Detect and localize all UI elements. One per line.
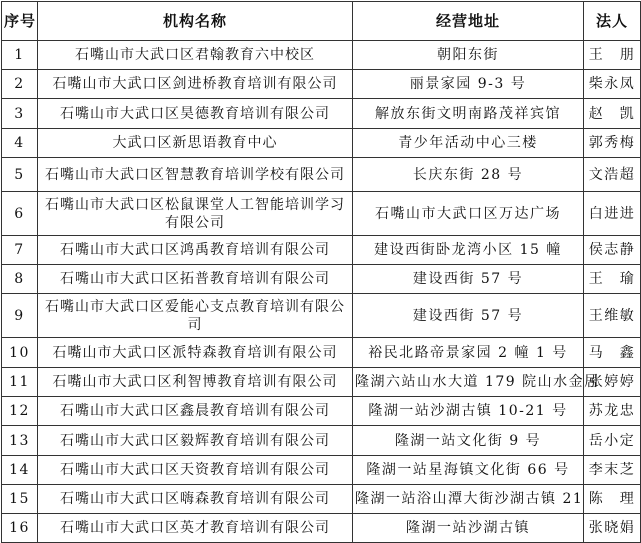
row-number: 1 xyxy=(2,41,38,70)
legal-person: 张晓娟 xyxy=(584,514,641,543)
address: 隆湖一站沙湖古镇 10-21 号 xyxy=(353,397,584,426)
table-row xyxy=(2,158,641,192)
row-number: 8 xyxy=(2,265,38,294)
address: 隆湖一站浴山潭大街沙湖古镇 21 xyxy=(353,485,584,514)
table-row xyxy=(2,426,641,456)
address: 隆湖一站沙湖古镇 xyxy=(353,514,584,543)
address: 丽景家园 9-3 号 xyxy=(353,70,584,99)
table-row xyxy=(2,99,641,129)
address: 解放东街文明南路茂祥宾馆 xyxy=(353,99,584,129)
legal-person: 郭秀梅 xyxy=(584,129,641,158)
table-row xyxy=(2,294,641,338)
org-name: 石嘴山市大武口区松鼠课堂人工智能培训学习有限公司 xyxy=(38,192,353,236)
org-name: 石嘴山市大武口区英才教育培训有限公司 xyxy=(38,514,353,543)
header-org: 机构名称 xyxy=(38,2,353,41)
address: 隆湖一站文化街 9 号 xyxy=(353,426,584,456)
address: 建设西街卧龙湾小区 15 幢 xyxy=(353,236,584,265)
row-number: 12 xyxy=(2,397,38,426)
row-number: 7 xyxy=(2,236,38,265)
address: 青少年活动中心三楼 xyxy=(353,129,584,158)
org-name: 石嘴山市大武口区天资教育培训有限公司 xyxy=(38,456,353,485)
org-name: 石嘴山市大武口区鑫晨教育培训有限公司 xyxy=(38,397,353,426)
row-number: 2 xyxy=(2,70,38,99)
org-name: 石嘴山市大武口区拓普教育培训有限公司 xyxy=(38,265,353,294)
org-name: 石嘴山市大武口区君翰教育六中校区 xyxy=(38,41,353,70)
address: 建设西街 57 号 xyxy=(353,294,584,338)
legal-person: 柴永凤 xyxy=(584,70,641,99)
table-row xyxy=(2,192,641,236)
legal-person: 李末芝 xyxy=(584,456,641,485)
legal-person: 陈 理 xyxy=(584,485,641,514)
row-number: 10 xyxy=(2,338,38,368)
org-name: 石嘴山市大武口区智慧教育培训学校有限公司 xyxy=(38,158,353,192)
address: 裕民北路帝景家园 2 幢 1 号 xyxy=(353,338,584,368)
org-name: 石嘴山市大武口区利智博教育培训有限公司 xyxy=(38,368,353,397)
org-name: 石嘴山市大武口区嗨森教育培训有限公司 xyxy=(38,485,353,514)
row-number: 5 xyxy=(2,158,38,192)
table-row xyxy=(2,41,641,70)
org-name: 石嘴山市大武口区昊德教育培训有限公司 xyxy=(38,99,353,129)
table-row xyxy=(2,236,641,265)
legal-person: 马 鑫 xyxy=(584,338,641,368)
legal-person: 赵 凯 xyxy=(584,99,641,129)
table-row xyxy=(2,368,641,397)
table-row xyxy=(2,265,641,294)
legal-person: 王维敏 xyxy=(584,294,641,338)
legal-person: 王 朋 xyxy=(584,41,641,70)
header-row xyxy=(2,2,641,41)
table-row xyxy=(2,456,641,485)
legal-person: 文浩超 xyxy=(584,158,641,192)
org-name: 石嘴山市大武口区爱能心支点教育培训有限公司 xyxy=(38,294,353,338)
header-addr: 经营地址 xyxy=(353,2,584,41)
org-name: 石嘴山市大武口区派特森教育培训有限公司 xyxy=(38,338,353,368)
row-number: 15 xyxy=(2,485,38,514)
row-number: 16 xyxy=(2,514,38,543)
table-row xyxy=(2,129,641,158)
address: 隆湖一站星海镇文化街 66 号 xyxy=(353,456,584,485)
table-row xyxy=(2,397,641,426)
row-number: 13 xyxy=(2,426,38,456)
row-number: 14 xyxy=(2,456,38,485)
address: 建设西街 57 号 xyxy=(353,265,584,294)
table-row xyxy=(2,514,641,543)
row-number: 6 xyxy=(2,192,38,236)
legal-person: 白进进 xyxy=(584,192,641,236)
row-number: 3 xyxy=(2,99,38,129)
table-row xyxy=(2,485,641,514)
row-number: 9 xyxy=(2,294,38,338)
header-person: 法人 xyxy=(584,2,641,41)
legal-person: 侯志静 xyxy=(584,236,641,265)
legal-person: 苏龙忠 xyxy=(584,397,641,426)
table-row xyxy=(2,70,641,99)
legal-person: 岳小定 xyxy=(584,426,641,456)
legal-person: 张婷婷 xyxy=(584,368,641,397)
org-name: 石嘴山市大武口区毅辉教育培训有限公司 xyxy=(38,426,353,456)
address: 隆湖六站山水大道 179 院山水金居 xyxy=(353,368,584,397)
org-name: 大武口区新思语教育中心 xyxy=(38,129,353,158)
legal-person: 王 瑜 xyxy=(584,265,641,294)
address: 石嘴山市大武口区万达广场 xyxy=(353,192,584,236)
institution-table xyxy=(1,1,641,543)
address: 长庆东街 28 号 xyxy=(353,158,584,192)
row-number: 11 xyxy=(2,368,38,397)
address: 朝阳东街 xyxy=(353,41,584,70)
row-number: 4 xyxy=(2,129,38,158)
header-no: 序号 xyxy=(2,2,38,41)
org-name: 石嘴山市大武口区鸿禹教育培训有限公司 xyxy=(38,236,353,265)
org-name: 石嘴山市大武口区剑进桥教育培训有限公司 xyxy=(38,70,353,99)
table-row xyxy=(2,338,641,368)
